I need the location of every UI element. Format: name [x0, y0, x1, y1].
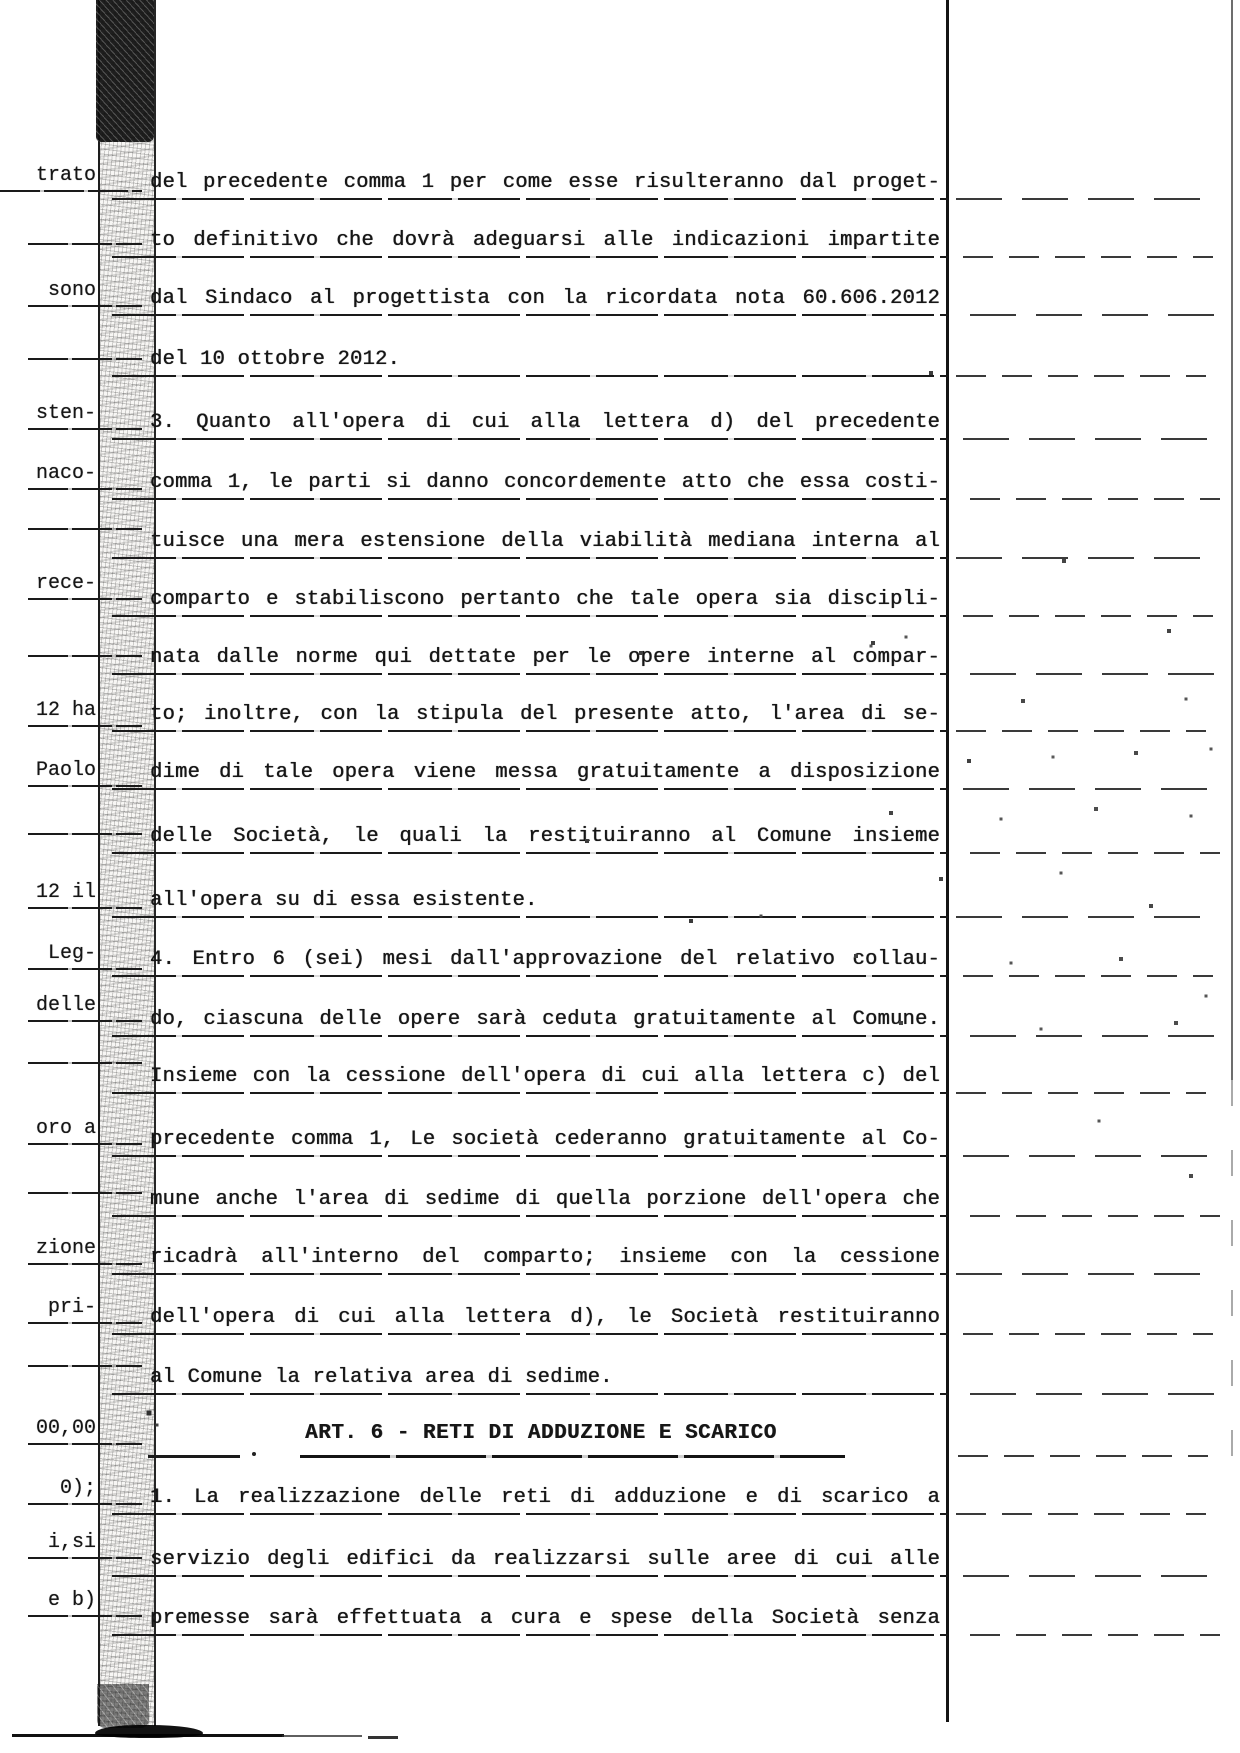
margin-fragment: i,si	[47, 1531, 96, 1554]
margin-fragment: sono	[47, 279, 96, 302]
right-margin-dash	[970, 498, 1220, 500]
margin-fragment: sten-	[35, 402, 96, 425]
body-line: precedente comma 1, Le società cederanno gratuitamente al Co-	[150, 1128, 940, 1151]
body-line-underline	[112, 198, 948, 200]
margin-fragment: oro a	[35, 1117, 96, 1140]
body-line-underline	[112, 498, 948, 500]
body-line-underline	[112, 1035, 948, 1037]
margin-fragment: delle	[35, 994, 96, 1017]
scan-noise-dots	[0, 0, 2, 2]
right-margin-dash	[970, 314, 1220, 316]
body-line-underline	[112, 375, 948, 377]
body-line: Insieme con la cessione dell'opera di cui alla lettera c) del	[150, 1065, 940, 1088]
body-line-underline	[112, 788, 948, 790]
margin-fragment-underline	[28, 1365, 142, 1367]
body-line: dime di tale opera viene messa gratuitamente a disposizione	[150, 761, 940, 784]
margin-fragment: pri-	[47, 1296, 96, 1319]
right-margin-dash	[956, 198, 1206, 200]
right-margin-dash	[956, 557, 1206, 559]
right-margin-dash	[956, 730, 1206, 732]
margin-fragment-underline	[28, 1192, 142, 1194]
right-margin-dash	[970, 852, 1220, 854]
right-margin-dash	[970, 1634, 1220, 1636]
body-line-underline	[112, 673, 948, 675]
body-line: dell'opera di cui alla lettera d), le Società restituiranno	[150, 1306, 940, 1329]
body-line: servizio degli edifici da realizzarsi sulle aree di cui alle	[150, 1548, 940, 1571]
binding-fold	[98, 0, 156, 1726]
margin-fragment-underline	[28, 1263, 142, 1265]
margin-fragment: 12 il	[35, 881, 96, 904]
body-line: 4. Entro 6 (sei) mesi dall'approvazione del relativo collau-	[150, 948, 940, 971]
margin-fragment-underline	[28, 488, 142, 490]
right-margin-dash	[956, 375, 1206, 377]
fold-bottom-ink-blob	[97, 1684, 149, 1728]
margin-fragment-underline	[28, 243, 142, 245]
body-line: all'opera su di essa esistente.	[150, 889, 538, 912]
right-margin-dash	[970, 1035, 1220, 1037]
right-margin-dash	[963, 1155, 1213, 1157]
margin-fragment-underline	[28, 1322, 142, 1324]
body-line-underline	[112, 1215, 948, 1217]
body-line-underline	[112, 852, 948, 854]
margin-fragment: 12 ha	[35, 699, 96, 722]
right-margin-rule	[946, 0, 949, 1722]
body-line-underline	[112, 1273, 948, 1275]
body-line-underline	[112, 438, 948, 440]
margin-fragment: Paolo	[35, 759, 96, 782]
body-line: del 10 ottobre 2012.	[150, 348, 401, 371]
body-line: 3. Quanto all'opera di cui alla lettera d) del precedente	[150, 411, 940, 434]
article-heading-underline	[300, 1455, 845, 1458]
body-line-underline	[112, 1575, 948, 1577]
right-margin-dash	[963, 788, 1213, 790]
right-margin-dash	[963, 1333, 1213, 1335]
stray-ink-dot	[252, 1452, 256, 1456]
body-line-underline	[112, 1333, 948, 1335]
body-line: al Comune la relativa area di sedime.	[150, 1366, 613, 1389]
body-line-underline	[112, 1155, 948, 1157]
margin-fragment-underline	[28, 655, 142, 657]
body-line-underline	[112, 975, 948, 977]
margin-fragment-underline	[28, 598, 142, 600]
right-margin-dash	[970, 1393, 1220, 1395]
body-line: 1. La realizzazione delle reti di adduzione e di scarico a	[150, 1486, 940, 1509]
right-margin-dash	[963, 1575, 1213, 1577]
scanner-smudge-blob	[95, 1725, 203, 1738]
margin-fragment: rece-	[35, 572, 96, 595]
page-edge-line	[1231, 0, 1233, 1080]
body-line: mune anche l'area di sedime di quella porzione dell'opera che	[150, 1188, 940, 1211]
body-line-underline	[112, 1092, 948, 1094]
page-edge-line-lower	[1231, 1080, 1233, 1500]
margin-fragment-underline	[28, 907, 142, 909]
body-line-underline	[112, 557, 948, 559]
margin-fragment-underline	[28, 785, 142, 787]
right-margin-dash	[963, 975, 1213, 977]
right-margin-dash	[963, 615, 1213, 617]
body-line-underline	[112, 1513, 948, 1515]
margin-fragment: e b)	[47, 1589, 96, 1612]
body-line: to definitivo che dovrà adeguarsi alle indicazioni impartite	[150, 229, 940, 252]
article-heading: ART. 6 - RETI DI ADDUZIONE E SCARICO	[305, 1422, 777, 1445]
body-line-underline	[112, 1634, 948, 1636]
body-line: comparto e stabiliscono pertanto che tale opera sia discipli-	[150, 588, 940, 611]
margin-fragment-underline	[28, 1062, 142, 1064]
right-margin-dash	[956, 1273, 1206, 1275]
margin-fragment-underline	[28, 528, 142, 530]
right-margin-dash	[958, 1455, 1208, 1457]
right-margin-dash	[963, 438, 1213, 440]
body-line-underline	[112, 916, 948, 918]
margin-fragment: zione	[35, 1237, 96, 1260]
margin-fragment-underline	[28, 428, 142, 430]
margin-fragment-underline	[28, 1503, 142, 1505]
right-margin-dash	[956, 1513, 1206, 1515]
margin-fragment-underline	[28, 305, 142, 307]
margin-fragment-underline	[0, 190, 142, 192]
right-margin-dash	[956, 916, 1206, 918]
body-line: to; inoltre, con la stipula del presente atto, l'area di se-	[150, 703, 940, 726]
body-line: delle Società, le quali la restituiranno al Comune insieme	[150, 825, 940, 848]
margin-fragment-underline	[28, 833, 142, 835]
body-line-underline	[112, 615, 948, 617]
body-line-underline	[112, 314, 948, 316]
body-line: premesse sarà effettuata a cura e spese della Società senza	[150, 1607, 940, 1630]
body-line-underline	[112, 730, 948, 732]
margin-fragment: naco-	[35, 462, 96, 485]
margin-fragment-underline	[28, 1143, 142, 1145]
body-line: ricadrà all'interno del comparto; insieme con la cessione	[150, 1246, 940, 1269]
right-margin-dash	[963, 256, 1213, 258]
scanner-smudge-tail	[282, 1735, 362, 1737]
heading-left-rule-stub	[148, 1455, 240, 1458]
body-line-underline	[112, 1393, 948, 1395]
scanner-smudge-dash	[368, 1736, 398, 1739]
body-line: dal Sindaco al progettista con la ricordata nota 60.606.2012	[150, 287, 940, 310]
body-line: do, ciascuna delle opere sarà ceduta gratuitamente al Comune.	[150, 1008, 940, 1031]
fold-top-ink-blob	[96, 0, 154, 142]
right-margin-dash	[970, 1215, 1220, 1217]
margin-fragment: 00,00	[35, 1417, 96, 1440]
margin-fragment-underline	[28, 725, 142, 727]
margin-fragment: 0);	[59, 1477, 96, 1500]
body-line: nata dalle norme qui dettate per le opere interne al compar-	[150, 646, 940, 669]
margin-fragment-underline	[28, 1020, 142, 1022]
margin-fragment-underline	[28, 358, 142, 360]
right-margin-dash	[970, 673, 1220, 675]
right-margin-dash	[956, 1092, 1206, 1094]
margin-fragment-underline	[28, 1557, 142, 1559]
body-line-underline	[112, 256, 948, 258]
body-line: tuisce una mera estensione della viabilità mediana interna al	[150, 530, 940, 553]
margin-fragment-underline	[28, 1443, 142, 1445]
body-line: del precedente comma 1 per come esse risulteranno dal proget-	[150, 171, 940, 194]
margin-fragment: Leg-	[47, 942, 96, 965]
margin-fragment: trato	[35, 164, 96, 187]
margin-fragment-underline	[28, 1615, 142, 1617]
margin-fragment-underline	[28, 968, 142, 970]
body-line: comma 1, le parti si danno concordemente atto che essa costi-	[150, 471, 940, 494]
